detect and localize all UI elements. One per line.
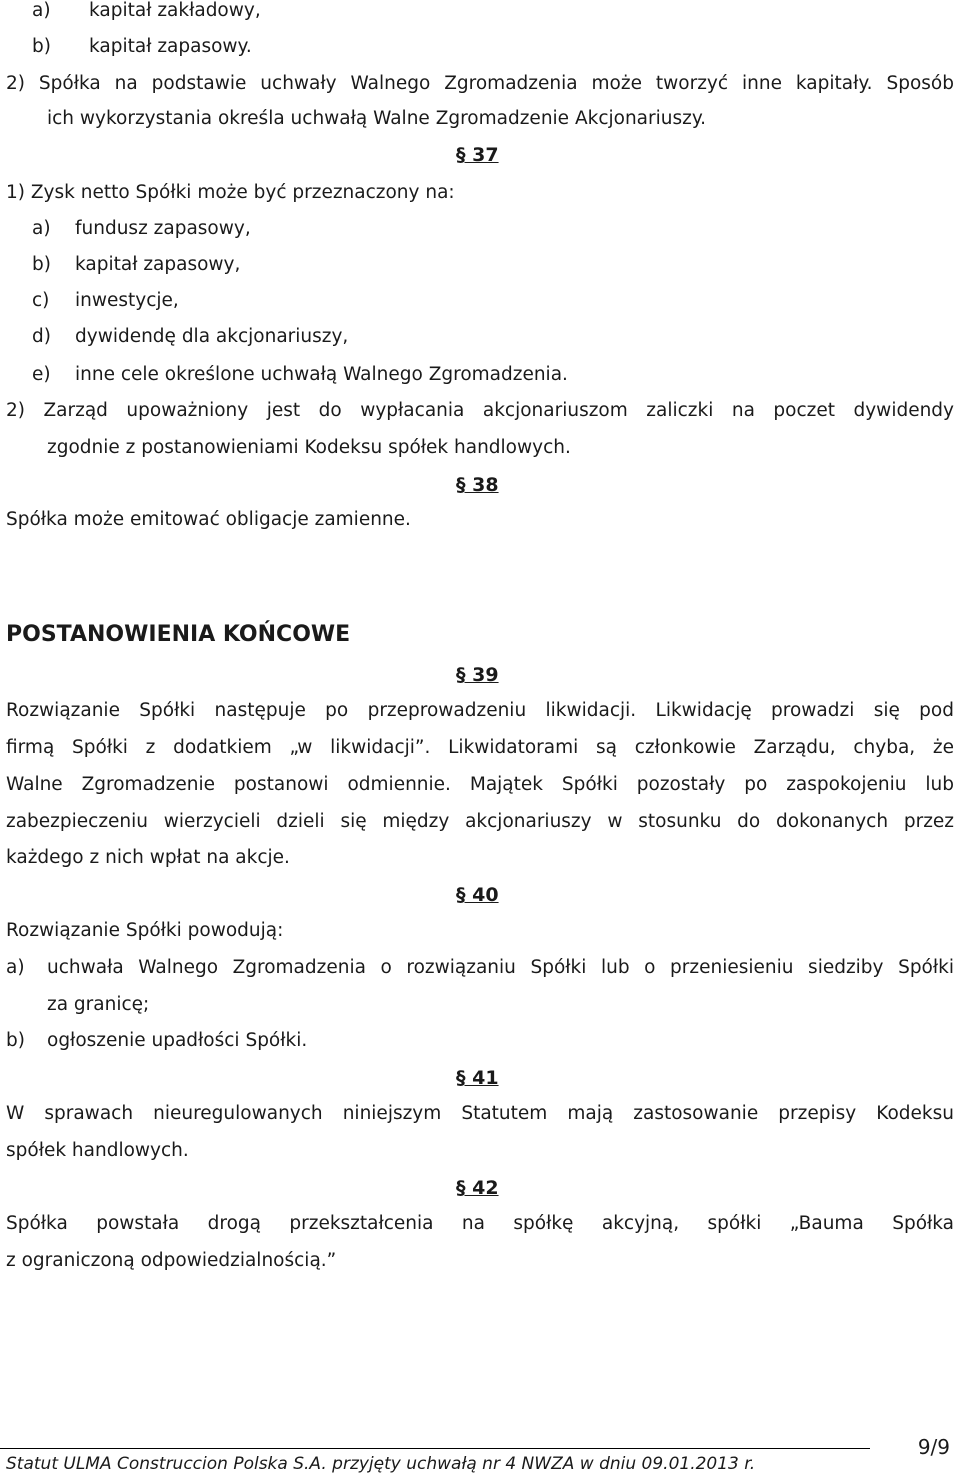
section-41-title: § 41	[456, 1067, 499, 1089]
section-37-title: § 37	[456, 144, 499, 166]
paragraph-line: ich wykorzystania określa uchwałą Walne Zgromadzenie Akcjonariuszy.	[47, 108, 707, 129]
section-38-text: Spółka może emitować obligacje zamienne.	[6, 509, 411, 530]
section-37-intro: 1) Zysk netto Spółki może być przeznaczony na:	[6, 182, 455, 203]
section-38-title: § 38	[456, 474, 499, 496]
item-label: a)	[6, 957, 25, 978]
paragraph-line: Walne Zgromadzenie postanowi odmiennie. Majątek Spółki pozostały po zaspokojeniu lub	[6, 774, 954, 795]
page-number: 9/9	[917, 1435, 950, 1459]
item-text: ogłoszenie upadłości Spółki.	[47, 1030, 308, 1051]
item-text: inne cele określone uchwałą Walnego Zgromadzenia.	[75, 364, 568, 385]
list-item	[6, 0, 954, 24]
section-42-title: § 42	[456, 1177, 499, 1199]
list-item	[6, 324, 954, 350]
item-label: a)	[32, 218, 51, 239]
item-text: fundusz zapasowy,	[75, 218, 251, 239]
item-label: d)	[32, 326, 51, 347]
paragraph-line: Rozwiązanie Spółki następuje po przeprowadzeniu likwidacji. Likwidację prowadzi się pod	[6, 700, 954, 721]
list-item	[6, 252, 954, 278]
item-label: b)	[6, 1030, 25, 1051]
list-item	[6, 216, 954, 242]
list-item	[6, 34, 954, 60]
paragraph-line: 2) Zarząd upoważniony jest do wypłacania akcjonariuszom zaliczki na poczet dywidendy	[6, 400, 954, 421]
item-text: uchwała Walnego Zgromadzenia o rozwiązaniu Spółki lub o przeniesieniu siedziby Spółki	[47, 957, 954, 978]
paragraph-line: z ograniczoną odpowiedzialnością.”	[6, 1250, 337, 1271]
item-label: b)	[32, 254, 51, 275]
item-text: inwestycje,	[75, 290, 179, 311]
item-text-continued: za granicę;	[47, 994, 150, 1015]
list-item	[6, 955, 954, 981]
paragraph-line: zabezpieczeniu wierzycieli dzieli się między akcjonariuszy w stosunku do dokonanych przez	[6, 811, 954, 832]
item-label: a)	[32, 0, 51, 21]
item-text: kapitał zakładowy,	[89, 0, 261, 21]
paragraph-line: każdego z nich wpłat na akcje.	[6, 847, 290, 868]
section-40-title: § 40	[456, 884, 499, 906]
item-label: e)	[32, 364, 51, 385]
list-item	[6, 288, 954, 314]
footer-divider	[0, 1448, 870, 1449]
paragraph-line: 2) Spółka na podstawie uchwały Walnego Zgromadzenia może tworzyć inne kapitały. Sposób	[6, 73, 954, 94]
list-item	[6, 1028, 954, 1054]
paragraph-line: Spółka powstała drogą przekształcenia na spółkę akcyjną, spółki „Bauma Spółka	[6, 1213, 954, 1234]
section-39-title: § 39	[456, 664, 499, 686]
paragraph-line: firmą Spółki z dodatkiem „w likwidacji”. Likwidatorami są członkowie Zarządu, chyba, że	[6, 737, 954, 758]
item-text: dywidendę dla akcjonariuszy,	[75, 326, 349, 347]
section-40-intro: Rozwiązanie Spółki powodują:	[6, 920, 284, 941]
paragraph-line: zgodnie z postanowieniami Kodeksu spółek handlowych.	[47, 437, 571, 458]
section-heading: POSTANOWIENIA KOŃCOWE	[6, 622, 351, 647]
paragraph-line: W sprawach nieuregulowanych niniejszym Statutem mają zastosowanie przepisy Kodeksu	[6, 1103, 954, 1124]
item-text: kapitał zapasowy.	[89, 36, 252, 57]
item-label: c)	[32, 290, 50, 311]
item-label: b)	[32, 36, 51, 57]
footer-text: Statut ULMA Construccion Polska S.A. przyjęty uchwałą nr 4 NWZA w dniu 09.01.2013 r.	[6, 1454, 756, 1474]
item-text: kapitał zapasowy,	[75, 254, 241, 275]
list-item	[6, 362, 954, 388]
paragraph-line: spółek handlowych.	[6, 1140, 189, 1161]
